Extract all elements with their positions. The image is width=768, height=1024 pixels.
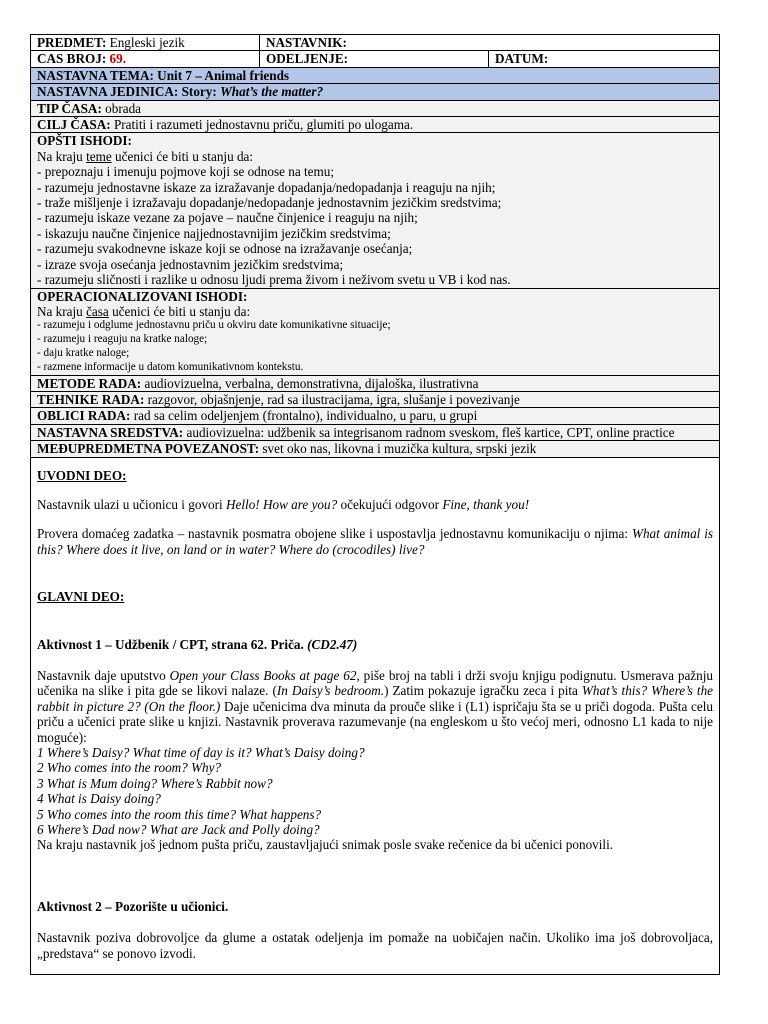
- opsti-list: [37, 164, 713, 287]
- opsti-title: OPŠTI ISHODI:: [37, 133, 132, 149]
- cas-value: 69.: [109, 51, 127, 67]
- cell-metode: [31, 375, 720, 391]
- metode-label: METODE RADA:: [37, 375, 142, 391]
- aktivnost-1-title: Aktivnost 1 – Udžbenik / CPT, strana 62. Priča. (CD2.47): [37, 636, 358, 652]
- list-item: - traže mišljenje i izražavaju dopadanje/nedopadanje jednostavnim jezičkim sredstvima;: [37, 195, 502, 211]
- row-predmet: [31, 35, 720, 51]
- list-item: - iskazuju naučne činjenice najjednostavnijim jezičkim sredstvima;: [37, 225, 391, 241]
- cell-tip: [31, 100, 720, 116]
- cell-jedinica: [31, 84, 720, 100]
- question-item: 1 Where’s Daisy? What time of day is it? What’s Daisy doing?: [37, 745, 365, 760]
- cilj-value: Pratiti i razumeti jednostavnu priču, glumiti po ulogama.: [113, 117, 414, 133]
- question-item: 6 Where’s Dad now? What are Jack and Polly doing?: [37, 822, 320, 838]
- cilj-label: CILJ ČASA:: [37, 117, 111, 133]
- jedinica-title: What’s the matter?: [220, 84, 324, 100]
- odeljenje-label: ODELJENJE:: [266, 51, 349, 67]
- cell-cas: [31, 51, 260, 67]
- lesson-plan-table: [30, 34, 720, 975]
- medju-value: svet oko nas, likovna i muzička kultura, srpski jezik: [262, 441, 537, 457]
- tip-value: obrada: [105, 100, 142, 116]
- cell-tema: [31, 67, 720, 83]
- predmet-value: Engleski jezik: [109, 35, 185, 50]
- cas-label: CAS BROJ:: [37, 51, 107, 67]
- cell-operacionalizovani-ishodi: [31, 288, 720, 375]
- uvodni-heading: UVODNI DEO:: [37, 467, 127, 483]
- tip-label: TIP ČASA:: [37, 100, 102, 116]
- cell-predmet: [31, 35, 260, 51]
- datum-label: DATUM:: [495, 51, 549, 67]
- aktivnost-2-title: Aktivnost 2 – Pozorište u učionici.: [37, 898, 229, 914]
- aktivnost-2-paragraph: Nastavnik poziva dobrovoljce da glume a ostatak odeljenja im pomaže na uobičajen način. Ukoliko ima još dobrovoljaca, „predstava“ se ponovo izvodi.: [37, 930, 714, 961]
- lesson-plan-page: [30, 34, 719, 975]
- cell-nastavnik: [260, 35, 720, 51]
- operacionalizovani-intro: Na kraju časa učenici će biti u stanju da:: [37, 303, 251, 319]
- list-item: - razumeju i reaguju na kratke naloge;: [37, 333, 208, 346]
- jedinica-label: NASTAVNA JEDINICA: Story:: [37, 84, 217, 100]
- tehnike-value: razgovor, objašnjenje, rad sa ilustracijama, igra, slušanje i povezivanje: [147, 391, 520, 407]
- list-item: - prepoznaju i imenuju pojmove koji se odnose na temu;: [37, 164, 335, 180]
- list-item: - izraze svoja osećanja jednostavnim jezičkim sredstvima;: [37, 256, 344, 272]
- uvodni-paragraph-1: Nastavnik ulazi u učionicu i govori Hello! How are you? očekujući odgovor Fine, thank you!: [37, 496, 530, 512]
- list-item: - razmene informacije u datom komunikativnom kontekstu.: [37, 360, 304, 373]
- cell-medjupredmetna: [31, 441, 720, 457]
- cell-lesson-body: [31, 457, 720, 974]
- cell-sredstva: [31, 424, 720, 440]
- predmet-label: PREDMET:: [37, 35, 107, 50]
- question-item: 3 What is Mum doing? Where’s Rabbit now?: [37, 775, 273, 791]
- aktivnost-1-end: Na kraju nastavnik još jednom pušta priču, zaustavljajući snimak posle svake rečenice da bi učenici ponovili.: [37, 837, 614, 853]
- list-item: - daju kratke naloge;: [37, 346, 130, 359]
- oblici-value: rad sa celim odeljenjem (frontalno), individualno, u paru, u grupi: [133, 408, 478, 424]
- opsti-intro: Na kraju teme učenici će biti u stanju da:: [37, 148, 254, 164]
- oblici-label: OBLICI RADA:: [37, 408, 131, 424]
- operacionalizovani-title: OPERACIONALIZOVANI ISHODI:: [37, 288, 248, 304]
- aktivnost-1-paragraph: Nastavnik daje uputstvo Open your Class Books at page 62, piše broj na tabli i drži svoju knjigu podignutu. Usmerava pažnju učenika na slike i pita gde se likovi nalaze. (In Daisy’s bedroom.) Zatim pokazuje igračku zeca i pita What’s this? Where’s the rabbit in picture 2? (On the floor.) Daje učenicima dva minuta da prouče slike i (L1) ispričaju šta se u priči dogodа. Pušta celu priču a učenici prate slike u knjizi. Nastavnik proverava razumevanje (na engleskom u što većoj meri, odnosno L1 kada to nije moguće):: [37, 667, 714, 745]
- cell-cilj: [31, 117, 720, 133]
- list-item: - razumeju jednostavne iskaze za izražavanje dopadanja/nedopadanja i reaguju na njih;: [37, 179, 496, 195]
- cell-oblici: [31, 408, 720, 424]
- cell-opsti-ishodi: [31, 133, 720, 288]
- list-item: - razumeju svakodnevne iskaze koji se odnose na izražavanje osećanja;: [37, 241, 413, 257]
- sredstva-value: audiovizuelna: udžbenik sa integrisanom radnom sveskom, fleš kartice, CPT, online practice: [186, 424, 675, 440]
- list-item: - razumeju i odglume jednostavnu priču u okviru date komunikativne situacije;: [37, 319, 391, 332]
- list-item: - razumeju iskaze vezane za pojave – naučne činjenice i reaguju na njih;: [37, 210, 418, 226]
- medju-label: MEĐUPREDMETNA POVEZANOST:: [37, 441, 260, 457]
- nastavnik-label: NASTAVNIK:: [266, 35, 347, 50]
- question-item: 2 Who comes into the room? Why?: [37, 760, 222, 776]
- tema-text: NASTAVNA TEMA: Unit 7 – Animal friends: [37, 67, 290, 83]
- cell-tehnike: [31, 391, 720, 407]
- tehnike-label: TEHNIKE RADA:: [37, 391, 145, 407]
- cell-datum: [489, 51, 720, 67]
- sredstva-label: NASTAVNA SREDSTVA:: [37, 424, 184, 440]
- list-item: - razumeju sličnosti i razlike u odnosu ljudi prema živom i neživom svetu u VB i kod nas.: [37, 272, 511, 288]
- aktivnost-1-questions: [37, 745, 713, 837]
- question-item: 4 What is Daisy doing?: [37, 791, 161, 807]
- operacionalizovani-list: [37, 319, 713, 374]
- metode-value: audiovizuelna, verbalna, demonstrativna, dijaloška, ilustrativna: [144, 375, 479, 391]
- row-cas: [31, 51, 720, 67]
- cell-odeljenje: [260, 51, 489, 67]
- question-item: 5 Who comes into the room this time? What happens?: [37, 806, 322, 822]
- glavni-heading: GLAVNI DEO:: [37, 589, 125, 605]
- uvodni-paragraph-2: Provera domaćeg zadatka – nastavnik posmatra obojene slike i uspostavlja jednostavnu komunikaciju o njima: What animal is this? Where does it live, on land or in water? Where do (crocodiles) live?: [37, 526, 714, 557]
